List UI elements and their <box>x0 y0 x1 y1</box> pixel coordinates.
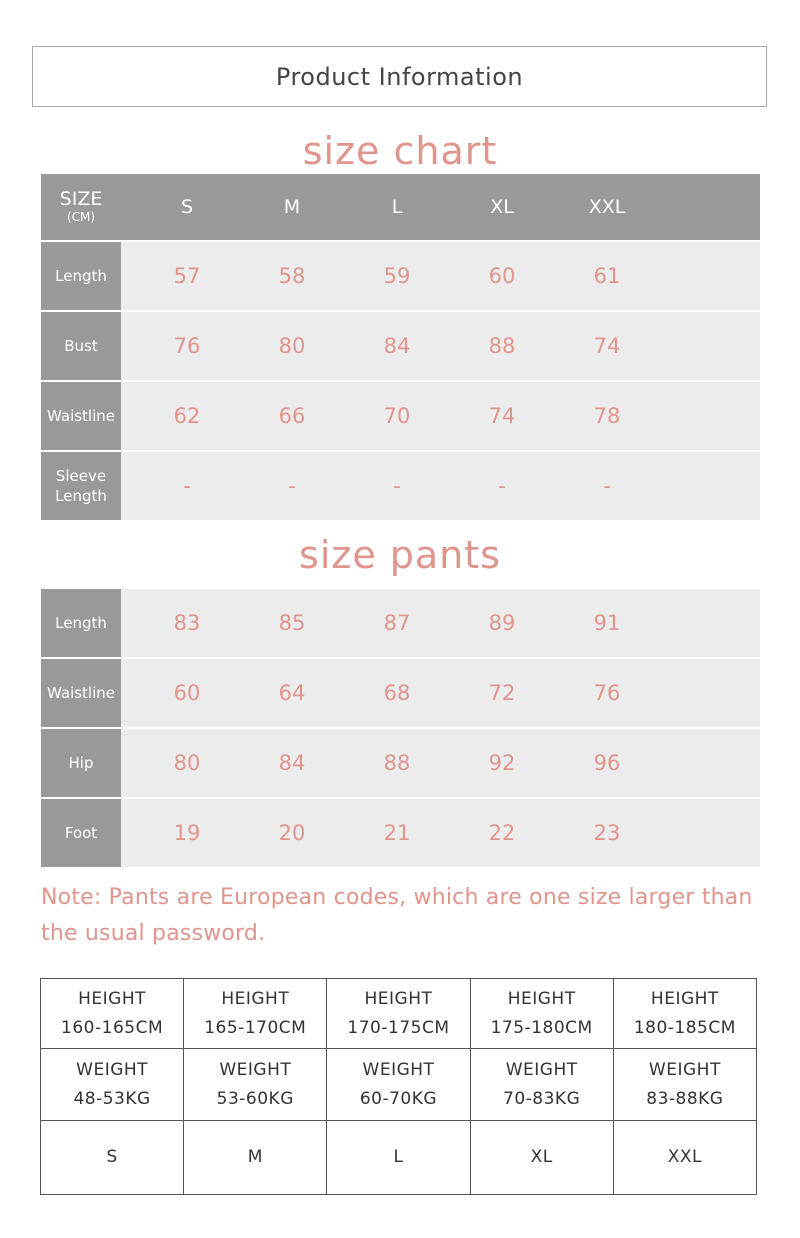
size-pants-value-cell: 60 <box>173 681 201 705</box>
size-chart-value-cell: 70 <box>383 404 411 428</box>
size-pants-value-cell: 22 <box>488 821 516 845</box>
size-chart-value-cell: - <box>393 474 401 498</box>
weight-cell: WEIGHT 70-83KG <box>470 1049 613 1121</box>
size-chart-value-cell: 74 <box>593 334 621 358</box>
size-pants-value-cell: 88 <box>383 751 411 775</box>
size-pants-value-cell: 91 <box>593 611 621 635</box>
size-cell: XL <box>470 1121 613 1195</box>
size-chart-value-cell: - <box>498 474 506 498</box>
size-pants-value-cell: 76 <box>593 681 621 705</box>
size-chart-value-cell: 80 <box>278 334 306 358</box>
size-pants-value-cell: 85 <box>278 611 306 635</box>
size-chart-value-cell: 59 <box>383 264 411 288</box>
size-chart-title: size chart <box>302 129 498 173</box>
size-chart-row-cells <box>121 382 760 450</box>
size-chart-row-label-text: Sleeve <box>55 466 107 485</box>
size-header-label <box>41 174 121 240</box>
size-pants-value-cell: 21 <box>383 821 411 845</box>
size-cell: M <box>184 1121 327 1195</box>
size-pants-value-cell: 83 <box>173 611 201 635</box>
size-pants-row-cells <box>121 659 760 727</box>
size-header-cell: XXL <box>588 196 626 218</box>
size-pants-row <box>41 729 760 797</box>
size-chart-value-cell: 84 <box>383 334 411 358</box>
size-chart-row-cells <box>121 312 760 380</box>
size-row <box>41 1121 757 1195</box>
size-pants-value-cell: 19 <box>173 821 201 845</box>
size-chart-row <box>41 452 760 520</box>
size-chart-value-cell: 62 <box>173 404 201 428</box>
size-chart-value-cell: 61 <box>593 264 621 288</box>
size-chart-row-label <box>41 312 121 380</box>
size-header-cells <box>121 174 760 240</box>
size-pants-row <box>41 799 760 867</box>
size-header-cell: L <box>391 196 403 218</box>
sizing-note: Note: Pants are European codes, which are one size larger than the usual password. <box>41 885 753 946</box>
size-pants-value-cell: 72 <box>488 681 516 705</box>
size-pants-value-cell: 96 <box>593 751 621 775</box>
size-chart-row-label-text: Waistline <box>47 406 115 425</box>
weight-cell: WEIGHT 83-88KG <box>613 1049 756 1121</box>
size-header-cell: XL <box>490 196 514 218</box>
size-pants-value-cell: 68 <box>383 681 411 705</box>
weight-row <box>41 1049 757 1121</box>
size-chart-value-cell: 57 <box>173 264 201 288</box>
size-pants-row-label-text: Foot <box>64 823 98 842</box>
size-chart-value-cell: 76 <box>173 334 201 358</box>
size-cell: XXL <box>613 1121 756 1195</box>
size-pants-value-cell: 64 <box>278 681 306 705</box>
size-chart-row <box>41 242 760 310</box>
height-weight-reference-table <box>40 978 757 1195</box>
size-chart-value-cell: 74 <box>488 404 516 428</box>
height-cell: HEIGHT 180-185CM <box>613 979 756 1049</box>
size-pants-row-label <box>41 589 121 657</box>
size-pants-value-cell: 20 <box>278 821 306 845</box>
size-chart-value-cell: - <box>183 474 191 498</box>
size-chart-value-cell: 88 <box>488 334 516 358</box>
height-row <box>41 979 757 1049</box>
size-pants-row-cells <box>121 799 760 867</box>
size-chart-value-cell: - <box>603 474 611 498</box>
size-pants-row-label <box>41 729 121 797</box>
size-chart-row-label-text: Bust <box>64 336 98 355</box>
size-chart-value-cell: - <box>288 474 296 498</box>
size-pants-value-cell: 89 <box>488 611 516 635</box>
size-header-cell: S <box>180 196 194 218</box>
size-unit-label: (CM) <box>66 210 96 225</box>
size-pants-row-label-text: Hip <box>68 753 94 772</box>
size-chart-row-cells <box>121 452 760 520</box>
size-pants-value-cell: 87 <box>383 611 411 635</box>
size-pants-value-cell: 23 <box>593 821 621 845</box>
size-pants-row-cells <box>121 589 760 657</box>
size-pants-value-cell: 80 <box>173 751 201 775</box>
size-chart-row <box>41 382 760 450</box>
size-pants-row-label <box>41 659 121 727</box>
size-header-cell: M <box>283 196 301 218</box>
height-cell: HEIGHT 160-165CM <box>41 979 184 1049</box>
size-pants-row-label <box>41 799 121 867</box>
size-cell: L <box>327 1121 470 1195</box>
height-cell: HEIGHT 170-175CM <box>327 979 470 1049</box>
size-chart-row-label <box>41 452 121 520</box>
size-chart-row <box>41 312 760 380</box>
weight-cell: WEIGHT 53-60KG <box>184 1049 327 1121</box>
size-chart-value-cell: 60 <box>488 264 516 288</box>
height-cell: HEIGHT 165-170CM <box>184 979 327 1049</box>
size-chart-value-cell: 78 <box>593 404 621 428</box>
size-cell: S <box>41 1121 184 1195</box>
weight-cell: WEIGHT 48-53KG <box>41 1049 184 1121</box>
product-information-header <box>32 46 767 107</box>
header-title: Product Information <box>275 62 524 91</box>
height-cell: HEIGHT 175-180CM <box>470 979 613 1049</box>
size-pants-title: size pants <box>299 533 501 577</box>
size-pants-value-cell: 84 <box>278 751 306 775</box>
size-pants-row-label-text: Waistline <box>47 683 115 702</box>
size-pants-value-cell: 92 <box>488 751 516 775</box>
size-chart-value-cell: 66 <box>278 404 306 428</box>
size-pants-row <box>41 589 760 657</box>
size-chart-row-label-text: Length <box>55 266 107 285</box>
size-label: SIZE <box>59 188 103 211</box>
size-pants-row-cells <box>121 729 760 797</box>
size-pants-row <box>41 659 760 727</box>
weight-cell: WEIGHT 60-70KG <box>327 1049 470 1121</box>
size-chart-value-cell: 58 <box>278 264 306 288</box>
size-chart-row-label <box>41 382 121 450</box>
size-pants-row-label-text: Length <box>55 613 107 632</box>
size-chart-row-cells <box>121 242 760 310</box>
size-chart-header-row <box>41 174 760 240</box>
size-chart-row-label <box>41 242 121 310</box>
size-chart-row-label-text: Length <box>55 487 107 505</box>
